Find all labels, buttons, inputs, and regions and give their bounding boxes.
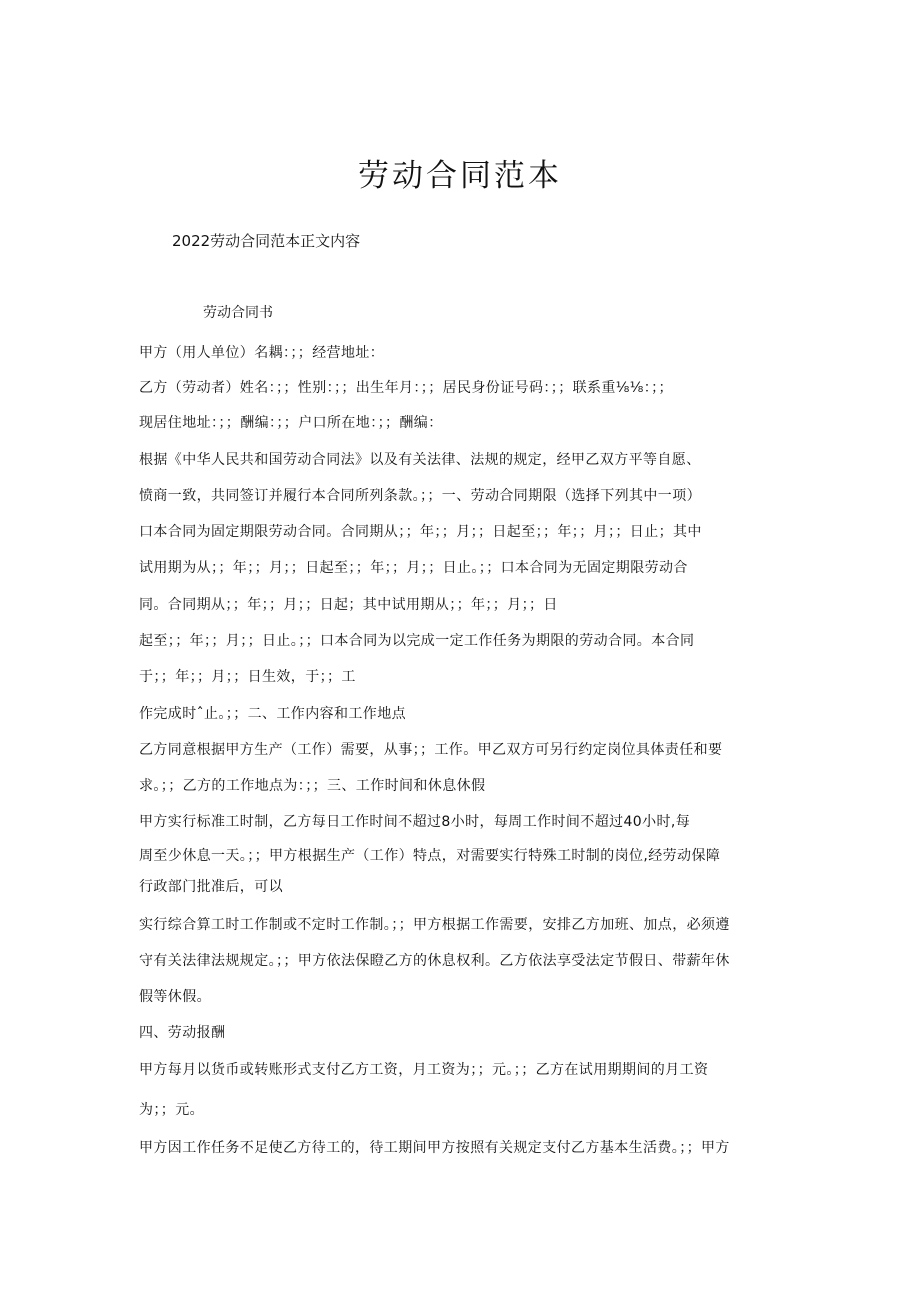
body-line-21: 甲方每月以货币或转账形式支付乙方工资，月工资为；；元。；；乙方在试用期期间的月工资 <box>139 1062 709 1078</box>
body-line-10: 于；；年；；月；；日生效，于；；工 <box>139 669 356 685</box>
body-line-7: 试用期为从；；年；；月；；日起至；；年；；月；；日止。；；口本合同为无固定期限劳动合 <box>139 560 688 576</box>
body-line-17: 实行综合算工时工作制或不定时工作制。；；甲方根据工作需要，安排乙方加班、加点，必须遵 <box>139 917 730 933</box>
body-line-20: 四、劳动报酬 <box>139 1025 226 1041</box>
document-title: 劳动合同范本 <box>358 158 562 194</box>
body-line-4: 根据《中华人民共和国劳动合同法》以及有关法律、法规的规定，经甲乙双方平等自愿、 <box>139 452 701 468</box>
body-line-15: 周至少休息一天。；；甲方根据生产（工作）特点，对需要实行特殊工时制的岗位,经劳动保障 <box>139 848 721 864</box>
body-line-12: 乙方同意根据甲方生产（工作）需要，从事；；工作。甲乙双方可另行约定岗位具体责任和要 <box>139 742 723 758</box>
body-line-13: 求。；；乙方的工作地点为：；；三、工作时间和休息休假 <box>139 778 486 794</box>
body-line-16: 行政部门批准后，可以 <box>139 879 283 895</box>
body-line-23: 甲方因工作任务不足使乙方待工的，待工期间甲方按照有关规定支付乙方基本生活费。；；甲方 <box>139 1140 730 1156</box>
body-line-9: 起至；；年；；月；；日止。；；口本合同为以完成一定工作任务为期限的劳动合同。本合同 <box>139 633 695 649</box>
body-line-19: 假等休假。 <box>139 989 211 1005</box>
body-line-14: 甲方实行标准工时制，乙方每日工作时间不超过8小时，每周工作时间不超过40小时,每 <box>139 814 691 830</box>
body-line-22: 为；；元。 <box>139 1102 204 1118</box>
contract-heading: 劳动合同书 <box>203 305 273 321</box>
body-line-8: 同。合同期从；；年；；月；；日起；其中试用期从；；年；；月；；日 <box>139 597 558 613</box>
body-line-5: 愤商一致，共同签订并履行本合同所列条款。；；一、劳动合同期限（选择下列其中一项） <box>139 488 701 504</box>
body-line-11: 作完成时ˆ止。；；二、工作内容和工作地点 <box>139 706 406 722</box>
body-line-2: 乙方（劳动者）姓名：；；性别：；；出生年月：；；居民身份证号码：；；联系重⅛⅛：；； <box>139 380 673 396</box>
document-subtitle: 2022劳动合同范本正文内容 <box>172 232 361 250</box>
body-line-6: 口本合同为固定期限劳动合同。合同期从；；年；；月；；日起至；；年；；月；；日止；其中 <box>139 524 702 540</box>
body-line-1: 甲方（用人单位）名耦：；；经营地址： <box>139 345 385 361</box>
body-line-3: 现居住地址：；；酬编：；；户口所在地：；；酬编： <box>139 415 443 431</box>
body-line-18: 守有关法律法规规定。；；甲方依法保瞪乙方的休息权利。乙方依法享受法定节假日、带薪年休 <box>139 953 730 969</box>
